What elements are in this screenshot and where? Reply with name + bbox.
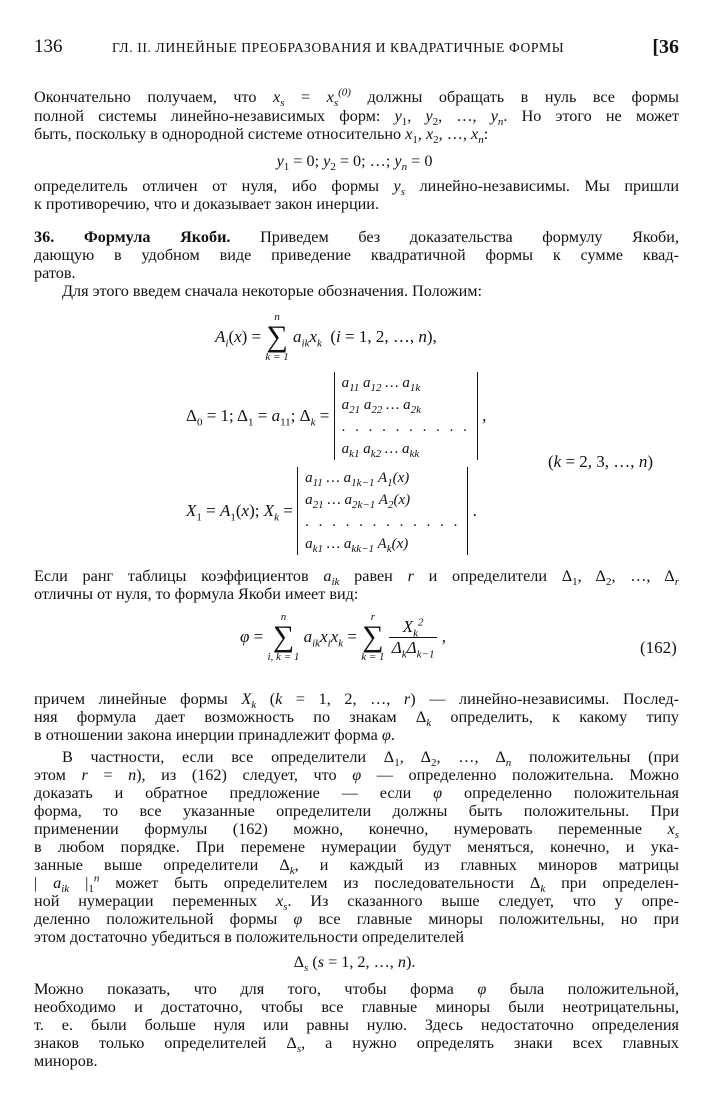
text-line: доказать и обратное предложение — если φ определенно положительная — [34, 784, 679, 802]
text-line: Можно показать, что для того, чтобы форма φ была положительной, — [34, 980, 679, 998]
text-line: ной нумерации переменных $x_s$. Из сказанного выше следует, что у опре- — [34, 892, 679, 914]
text-line: необходимо и достаточно, чтобы все главные миноры были неотрицательны, — [34, 998, 679, 1016]
text-line: т. е. были больше нуля или равны нулю. Здесь недостаточно определения — [34, 1016, 679, 1034]
equation-number: (162) — [640, 638, 677, 657]
section-marker: [36 — [652, 36, 679, 58]
text-line: применении формулы (162) можно, конечно, нумеровать переменные $x_s$ — [34, 820, 679, 842]
text-line: этом достаточно убедиться в положительности определителей — [34, 928, 465, 946]
formula-delta-s: $\Delta_s$ (s = 1, 2, …, n). — [293, 953, 416, 975]
text-line: Окончательно получаем, что $x_s = x_s^{(0)}$ должны обращать в нуль все формы — [34, 86, 680, 110]
formula-X-k: $X_1 = A_1(x)$; $X_k$ = $a_{11}$ … $a_{1k-1}$ $A_1(x)$ $a_{21}$ … $a_{2k-1}$ $A_2(x)$ . . . . . . . . . . . . $a_{k1}$ … $a_{kk-1}$ $A_k(x)$ . — [186, 467, 477, 555]
text-line: к противоречию, что и доказывает закон инерции. — [34, 195, 380, 213]
text-line: в отношении закона инерции принадлежит форма φ. — [34, 726, 395, 744]
text-line: полной системы линейно-независимых форм: $y_1$, $y_2$, …, $y_n$. Но этого не может — [34, 107, 680, 129]
section-title: 36. Формула Якоби. — [34, 228, 231, 246]
text-line: миноров. — [34, 1052, 98, 1070]
formula-delta-k: $\Delta_0 = 1$; $\Delta_1 = a_{11}$; $\Delta_k$ = $a_{11}$ $a_{12}$ … $a_{1k}$ $a_{21}$ $a_{22}$ … $a_{2k}$ . . . . . . . . . . $a_{k1}$ $a_{k2}$ … $a_{kk}$ , — [186, 372, 486, 460]
formula-Ai: $A_i(x)$ = n ∑ k = 1 $a_{ik}x_k$ (i = 1, 2, …, n), — [215, 311, 437, 363]
text-line: в любом порядке. При перемене нумерации будут меняться, конечно, и ука- — [34, 838, 679, 856]
text-line: ратов. — [34, 264, 76, 282]
formula-jacobi: φ = n ∑ i, k = 1 $a_{ik}x_ix_k$ = r ∑ k = 1 $\frac{X_k^2}{\Delta_k\Delta_{k-1}}$ , — [240, 611, 446, 663]
running-title: ГЛ. II. ЛИНЕЙНЫЕ ПРЕОБРАЗОВАНИЯ И КВАДРАТИЧНЫЕ ФОРМЫ — [112, 40, 565, 55]
determinant-X-k: $a_{11}$ … $a_{1k-1}$ $A_1(x)$ $a_{21}$ … $a_{2k-1}$ $A_2(x)$ . . . . . . . . . . . . $a_{k1}$ … $a_{kk-1}$ $A_k(x)$ — [297, 467, 468, 555]
text-line: форма, то все указанные определители должны быть положительны. При — [34, 802, 679, 820]
page-number: 136 — [34, 36, 63, 57]
text-line: занные выше определители $\Delta_k$, и каждый из главных миноров матрицы — [34, 856, 679, 878]
text-line: этом r = n), из (162) следует, что φ — определенно положительна. Можно — [34, 766, 680, 784]
homogeneous-system: $y_1 = 0$; $y_2 = 0$; …; $y_n = 0$ — [276, 152, 433, 174]
text-line: причем линейные формы $X_k$ (k = 1, 2, …, r) — линейно-независимы. Послед- — [34, 690, 679, 712]
text-line: няя формула дает возможность по знакам $\Delta_k$ определить, к какому типу — [34, 708, 679, 730]
text-line: отличны от нуля, то формула Якоби имеет вид: — [34, 585, 359, 603]
running-header — [34, 36, 679, 62]
text-line: Для этого введем сначала некоторые обозначения. Положим: — [62, 282, 482, 300]
k-range: (k = 2, 3, …, n) — [548, 452, 653, 471]
determinant-delta-k: $a_{11}$ $a_{12}$ … $a_{1k}$ $a_{21}$ $a_{22}$ … $a_{2k}$ . . . . . . . . . . $a_{k1}$ $a_{k2}$ … $a_{kk}$ — [334, 372, 478, 460]
text-line: Если ранг таблицы коэффициентов $a_{ik}$ равен r и определители $\Delta_1$, $\Delta_2$, …, $\Delta_r$ — [34, 567, 679, 589]
text-line: деленно положительной формы φ все главные миноры положительны, но при — [34, 910, 680, 928]
text-line: В частности, если все определители $\Delta_1$, $\Delta_2$, …, $\Delta_n$ положительны (при — [62, 748, 679, 770]
text-line: дающую в удобном виде приведение квадратичной формы к сумме квад- — [34, 246, 679, 264]
section-heading-line: 36. Формула Якоби. Приведем без доказательства формулу Якоби, — [34, 228, 679, 246]
text-line: определитель отличен от нуля, ибо формы $y_s$ линейно-независимы. Мы пришли — [34, 177, 679, 199]
text-line: | $a_{ik}$ $|_1^n$ может быть определителем из последовательности $\Delta_k$ при определен- — [34, 872, 679, 896]
text-line: быть, поскольку в однородной системе относительно $x_1$, $x_2$, …, $x_n$: — [34, 125, 489, 147]
text-line: знаков только определителей $\Delta_s$, а нужно определять знаки всех главных — [34, 1034, 679, 1056]
